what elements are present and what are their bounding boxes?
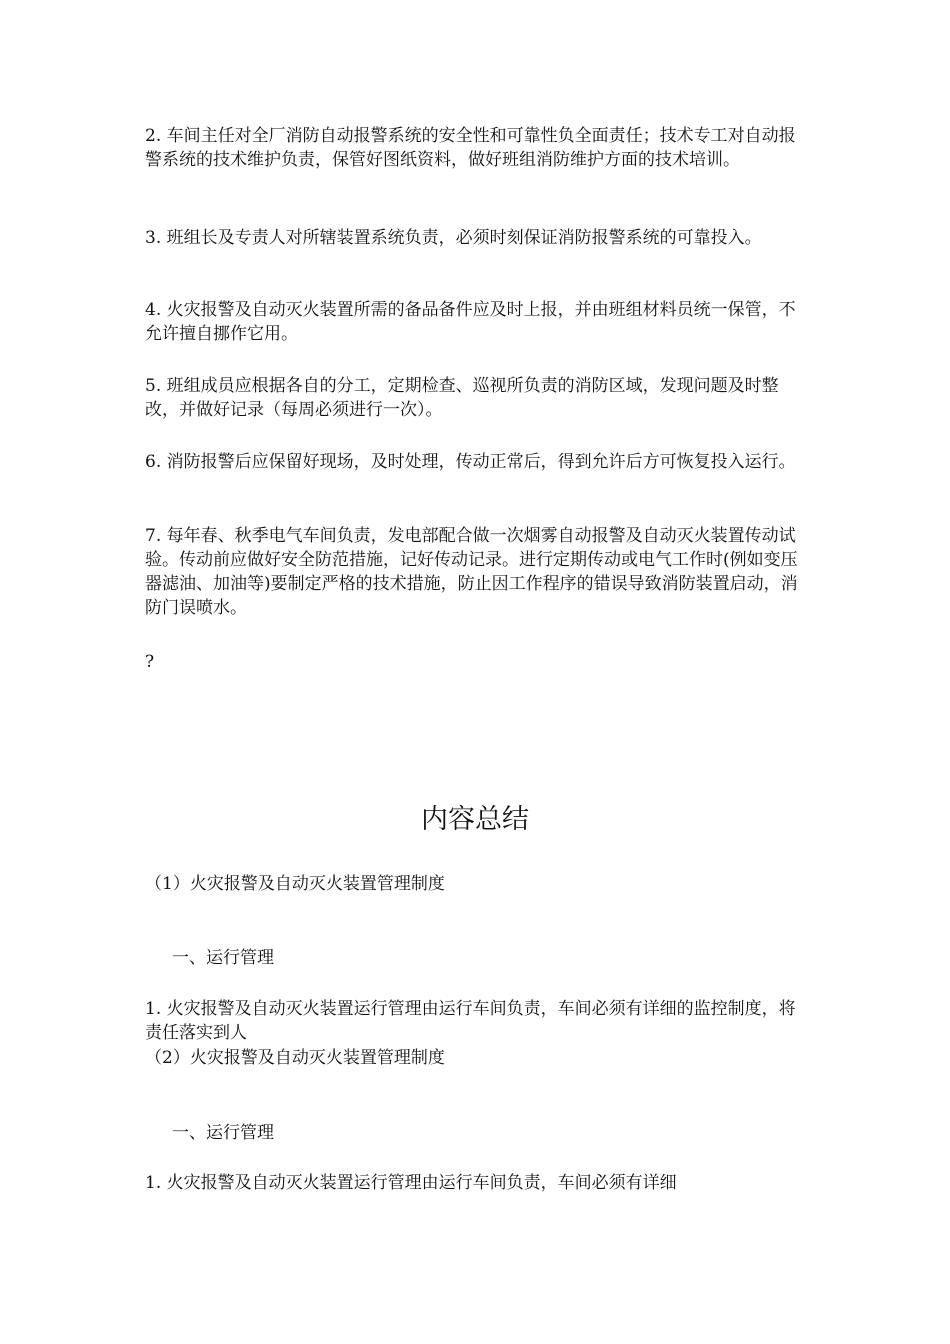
question-mark: ? <box>145 652 155 672</box>
paragraph-3: 3. 班组长及专责人对所辖装置系统负责，必须时刻保证消防报警系统的可靠投入。 <box>145 228 762 248</box>
summary-item-1-text: 1. 火灾报警及自动灭火装置运行管理由运行车间负责，车间必须有详细的监控制度，将责任落实到人 <box>145 999 796 1043</box>
summary-item-1-section: 一、运行管理 <box>172 948 274 968</box>
summary-item-2-section: 一、运行管理 <box>172 1123 274 1143</box>
paragraph-5: 5. 班组成员应根据各自的分工，定期检查、巡视所负责的消防区域，发现问题及时整改，并做好记录（每周必须进行一次）。 <box>145 376 779 420</box>
paragraph-6: 6. 消防报警后应保留好现场，及时处理，传动正常后，得到允许后方可恢复投入运行。 <box>145 452 796 472</box>
paragraph-4: 4. 火灾报警及自动灭火装置所需的备品备件应及时上报，并由班组材料员统一保管，不允许擅自挪作它用。 <box>145 300 796 344</box>
summary-item-2-heading: （2）火灾报警及自动灭火装置管理制度 <box>145 1048 445 1068</box>
summary-title: 内容总结 <box>421 804 529 835</box>
summary-item-2-text: 1. 火灾报警及自动灭火装置运行管理由运行车间负责，车间必须有详细 <box>145 1173 677 1193</box>
paragraph-2: 2. 车间主任对全厂消防自动报警系统的安全性和可靠性负全面责任；技术专工对自动报警系统的技术维护负责，保管好图纸资料，做好班组消防维护方面的技术培训。 <box>145 126 796 170</box>
paragraph-7: 7. 每年春、秋季电气车间负责，发电部配合做一次烟雾自动报警及自动灭火装置传动试验。传动前应做好安全防范措施，记好传动记录。进行定期传动或电气工作时(例如变压器滤油、加油等)要制定严格的技术措施，防止因工作程序的错误导致消防装置启动，消防门误喷水。 <box>145 526 798 618</box>
summary-item-1-heading: （1）火灾报警及自动灭火装置管理制度 <box>145 874 445 894</box>
